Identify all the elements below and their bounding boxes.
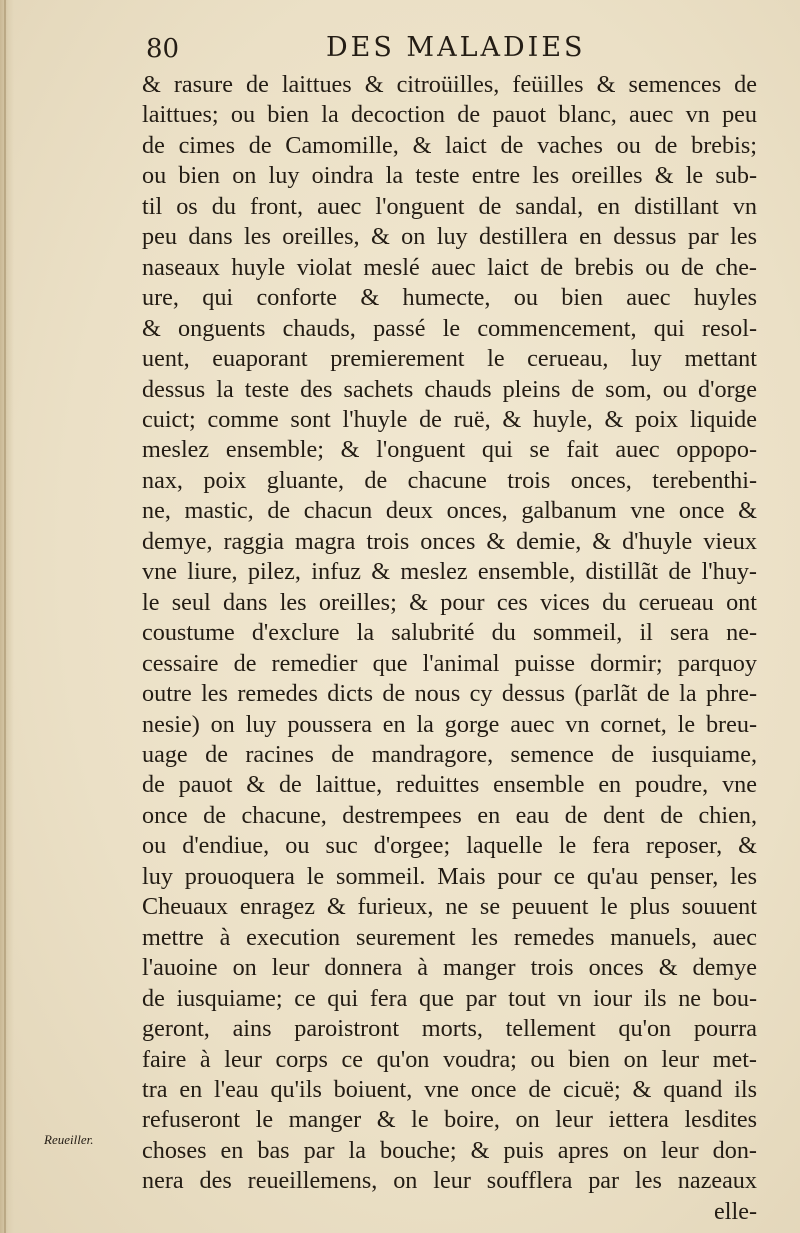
text-line: nax, poix gluante, de chacune trois onces, terebenthi- xyxy=(142,466,757,494)
text-line: faire à leur corps ce qu'on voudra; ou bien on leur met- xyxy=(142,1045,757,1073)
text-line: uent, euaporant premierement le cerueau, luy mettant xyxy=(142,345,757,373)
text-line: ure, qui conforte & humecte, ou bien auec huyles xyxy=(142,284,757,312)
text-line: l'auoine on leur donnera à manger trois onces & demye xyxy=(142,954,757,982)
text-line: de iusquiame; ce qui fera que par tout vn iour ils ne bou- xyxy=(142,984,757,1012)
text-line: ou bien on luy oindra la teste entre les oreilles & le sub- xyxy=(142,162,757,190)
text-line: peu dans les oreilles, & on luy destillera en dessus par les xyxy=(142,223,757,251)
text-line: laittues; ou bien la decoction de pauot blanc, auec vn peu xyxy=(142,101,757,129)
body-text xyxy=(142,70,757,1227)
text-line: coustume d'exclure la salubrité du sommeil, il sera ne- xyxy=(142,619,757,647)
text-line: dessus la teste des sachets chauds pleins de som, ou d'orge xyxy=(142,375,757,403)
text-line: cessaire de remedier que l'animal puisse dormir; parquoy xyxy=(142,649,757,677)
text-line: meslez ensemble; & l'onguent qui se fait auec oppopo- xyxy=(142,436,757,464)
text-line: Cheuaux enragez & furieux, ne se peuuent le plus souuent xyxy=(142,893,757,921)
marginal-note: Reueiller. xyxy=(44,1132,94,1147)
text-line: le seul dans les oreilles; & pour ces vices du cerueau ont xyxy=(142,588,757,616)
text-line: cuict; comme sont l'huyle de ruë, & huyle, & poix liquide xyxy=(142,405,757,433)
text-line: demye, raggia magra trois onces & demie, & d'huyle vieux xyxy=(142,527,757,555)
text-line: til os du front, auec l'onguent de sandal, en distillant vn xyxy=(142,192,757,220)
text-line: once de chacune, destrempees en eau de dent de chien, xyxy=(142,801,757,829)
text-line: choses en bas par la bouche; & puis apres on leur don- xyxy=(142,1136,757,1164)
running-title: DES MALADIES xyxy=(326,32,586,63)
text-line: refuseront le manger & le boire, on leur iettera lesdites xyxy=(142,1106,757,1134)
text-line: & onguents chauds, passé le commencement, qui resol- xyxy=(142,314,757,342)
text-line: geront, ains paroistront morts, tellement qu'on pourra xyxy=(142,1015,757,1043)
binding-edge xyxy=(0,0,14,1233)
page-header xyxy=(0,32,800,66)
text-line: & rasure de laittues & citroüilles, feüilles & semences de xyxy=(142,71,757,98)
text-line: vne liure, pilez, infuz & meslez ensemble, distillãt de l'huy- xyxy=(142,558,757,586)
text-line: uage de racines de mandragore, semence de iusquiame, xyxy=(142,740,757,768)
text-line: elle- xyxy=(714,1197,757,1225)
text-line: ou d'endiue, ou suc d'orgee; laquelle le fera reposer, & xyxy=(142,832,757,860)
text-line: outre les remedes dicts de nous cy dessus (parlãt de la phre- xyxy=(142,680,757,708)
text-line: nera des reueillemens, on leur soufflera par les nazeaux xyxy=(142,1167,757,1195)
page-number: 80 xyxy=(146,34,180,64)
text-line: nesie) on luy poussera en la gorge auec vn cornet, le breu- xyxy=(142,710,757,738)
binding-line xyxy=(4,0,6,1233)
text-line: de cimes de Camomille, & laict de vaches ou de brebis; xyxy=(142,131,757,159)
text-line: mettre à execution seurement les remedes manuels, auec xyxy=(142,923,757,951)
text-line: de pauot & de laittue, reduittes ensemble en poudre, vne xyxy=(142,771,757,799)
text-line: luy prouoquera le sommeil. Mais pour ce qu'au penser, les xyxy=(142,862,757,890)
text-line: ne, mastic, de chacun deux onces, galbanum vne once & xyxy=(142,497,757,525)
text-line: naseaux huyle violat meslé auec laict de brebis ou de che- xyxy=(142,253,757,281)
text-line: tra en l'eau qu'ils boiuent, vne once de cicuë; & quand ils xyxy=(142,1075,757,1103)
